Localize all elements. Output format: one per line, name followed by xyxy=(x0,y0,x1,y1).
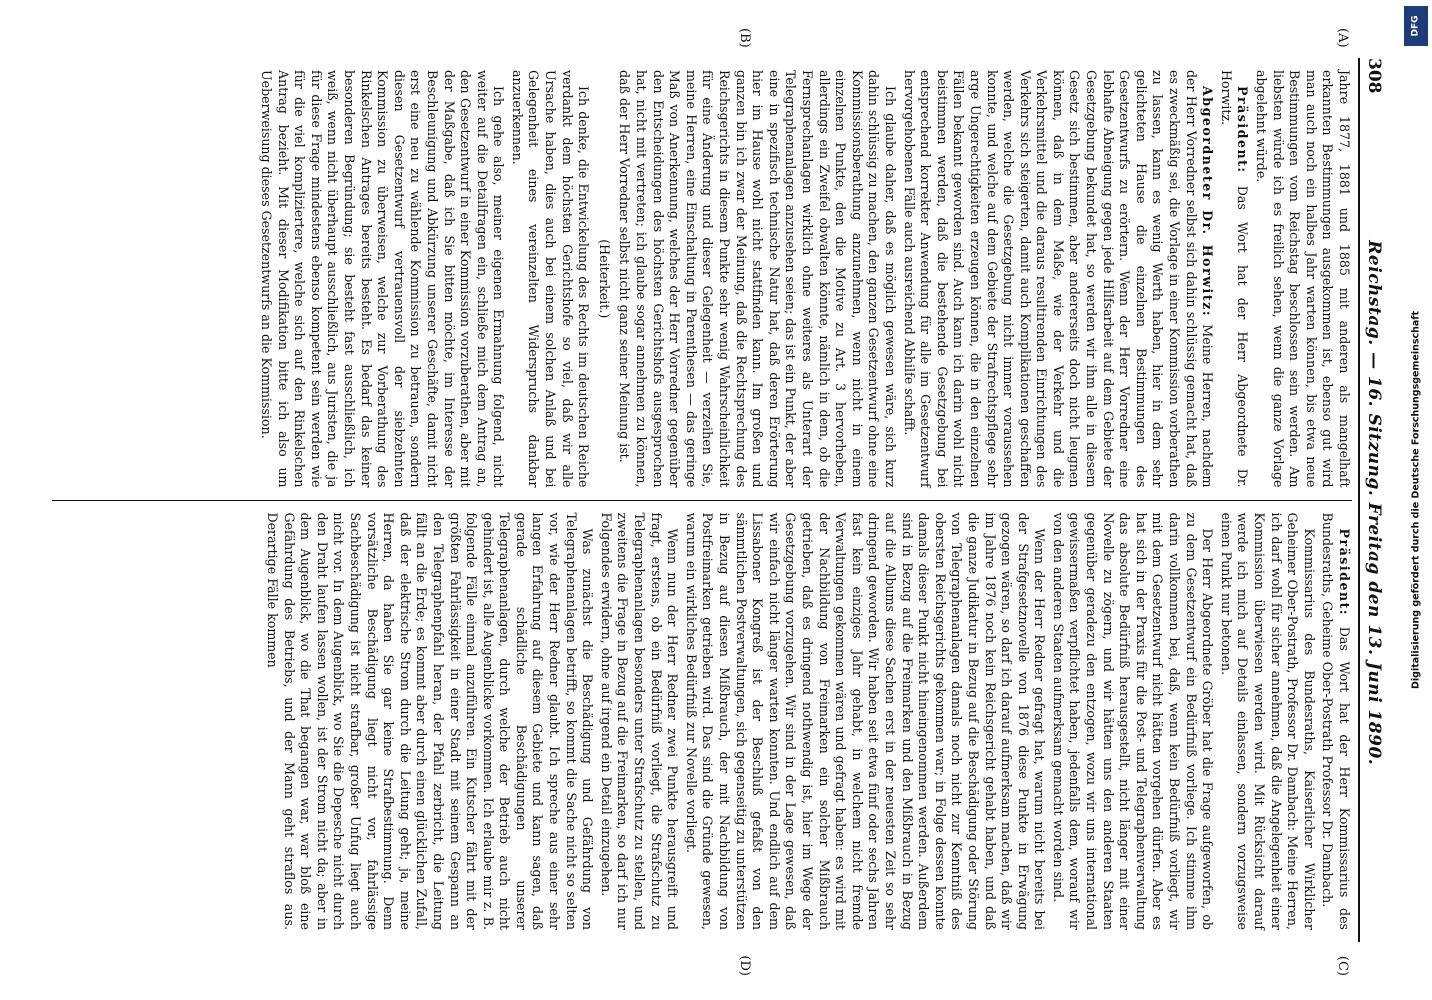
margin-marker-a: (A) xyxy=(1335,28,1350,48)
document-page xyxy=(36,18,1396,982)
margin-marker-c: (C) xyxy=(1335,955,1350,976)
paragraph: Der Herr Abgeordnete Gröber hat die Frage aufgeworfen, ob zu dem Gesetzentwurf ein Bedürfniß vorliege. Ich stimme ihm darin vollkommen bei, daß, wenn kein Bedürfniß vorliegt, wir mit dem Gesetzentwurf nicht hätten vorgehen dürfen. Aber es hat sich in der Praxis für die Post- und Telegraphenverwaltung das absolute Bedürfniß herausgestellt, nicht länger mit einer Novelle zu zögern, und wir hätten uns den anderen Staaten gegenüber geradezu den entzogen, wozu wir uns international gewissermaßen verpflichtet haben, jedenfalls dem, worauf wir von den anderen Staaten aufmerksam gemacht worden sind. xyxy=(1050,512,1216,930)
page-title: Reichstag. — 16. Sitzung. Freitag den 13. Juni 1890. xyxy=(1364,240,1384,766)
speaker-label: Präsident: xyxy=(1337,528,1352,617)
dfg-logo-text: DFG xyxy=(1410,15,1421,37)
page-number: 308 xyxy=(1364,58,1384,94)
text-columns xyxy=(52,28,1352,976)
paragraph xyxy=(900,70,1215,488)
paragraph: Ich denke, die Entwickelung des Rechts im deutschen Reiche verdankt dem höchsten Gerichtshofe so viel, daß wir alle Ursache haben, dies auch bei einem solchen Anlaß und bei Gelegenheit eines vereinzelten Widerspruchs dankbar anzuerkennen. xyxy=(509,70,592,488)
paragraph: Ich gehe also, meiner eigenen Ermahnung folgend, nicht weiter auf die Detailfragen ein, schließe mich dem Antrag an, den Gesetzentwurf in einer Kommission vorzuberathen, aber mit der Maßgabe, daß ich Sie bitten möchte, im Interesse der Beschleunigung und Abkürzung unserer Geschäfte, damit nicht erst eine neu zu wählende Kommission zu betrauen, sondern diesen Gesetzentwurf vertrauensvoll der siebzehnten Kommission zu überweisen, welche zur Vorberathung des Rinkelschen Antrages bereits besteht. Es bedarf das keiner besonderen Begründung; sie besteht fast ausschließlich, ich weiß, wenn nicht überhaupt ausschließlich, aus Juristen, die ja für diese Frage mindestens ebenso kompetent sein werden wie für die viel kompliziertere, welche sich auf den Rinkelschen Antrag bezieht. Mit dieser Modifikation bitte ich also um Ueberweisung dieses Gesetzentwurfs an die Kommission. xyxy=(259,70,507,488)
right-column xyxy=(52,501,1352,976)
paragraph-text: Das Wort hat der Herr Kommissarius des Bundesraths, Geheime Ober-Postrath Professor Dr. Dambach. xyxy=(1320,512,1352,930)
paragraph xyxy=(1217,70,1250,488)
paragraph: Wenn nun der Herr Redner zwei Punkte herausgreift und fragt, erstens, ob ein Bedürfniß vorliegt, die Strafschutz zu Telegraphenanlagen besonders unter Strafschutz zu stellen, und zweitens die Frage in Bezug auf die Freimarken, so darf ich nur Folgendes erwidern, ohne auf irgend ein Detail einzugehen. xyxy=(598,512,681,930)
speaker-label: Präsident: xyxy=(1235,86,1251,174)
paragraph-text: Meine Herren, nachdem der Herr Vorredner selbst sich dahin schlüssig gemacht hat, daß es zweckmäßig sei, die Vorlage in einer Kommission vorberathen zu lassen, kann es wenig Werth haben, hier in dem sehr gelichteten Hause die einzelnen Bestimmungen des Gesetzentwurfs zu erörtern. Wenn der Herr Vorredner eine lebhafte Abneigung gegen jede Hilfsarbeit auf dem Gebiete der Gesetzgebung bekundet hat, so werden wir ihm alle in diesem Gesetz sich bestimmen, aber andererseits doch nicht leugnen können, daß in dem Maße, wie der Verkehr und die Verkehrsmittel und die daraus resultirenden Einrichtungen des Verkehrs sich steigerten, damit auch Komplikationen geschaffen werden, welche die Gesetzgebung nicht immer voraussehen konnte, und welche auf dem Gebiete der Strafrechtspflege sehr arge Ungerechtigkeiten erzeugen können, die in den einzelnen Fällen bekannt geworden sind. Auch kann ich darin wohl nicht beistimmen werden, daß die bestehende Gesetzgebung bei entsprechend korrekter Anwendung für alle im Gesetzentwurf hervorgehobenen Fälle auch ausreichend Abhilfe schafft. xyxy=(901,70,1216,488)
paragraph: Ich glaube daher, daß es möglich gewesen wäre, sich kurz dahin schlüssig zu machen, den ganzen Gesetzentwurf ohne eine Kommissionsberathung anzunehmen, wenn nicht in einem einzelnen Punkte, den die Motive zu Art. 3 hervorheben, allerdings ein Zweifel obwalten könnte, nämlich in dem, ob die Fernsprechanlagen wirklich ohne weiteres als Unterart der Telegraphenanlagen anzusehen seien; das ist ein Punkt, der aber eine in spezifisch technische Natur hat, daß deren Erörterung hier im Hause wohl nicht stattfinden kann. Im großen und ganzen bin ich zwar der Meinung, daß die Rechtsprechung des Reichsgerichts in diesem Punkte sehr wenig Wahrscheinlichkeit für eine Änderung und dieser Gelegenheit — verzeihen Sie, meine Herren, eine Einschaltung in Parenthesen — das geringe Maß von Anerkennung, welches der Herr Vorredner gegenüber den Entscheidungen des höchsten Gerichtshofs ausgesprochen hat, nicht mit vertreten; ich glaube sogar annehmen zu können, daß der Herr Vorredner selbst nicht ganz seiner Meinung ist. xyxy=(617,70,898,488)
paragraph: Jahre 1877, 1881 und 1885 mit anderen als mangelhaft erkannten Bestimmungen ausgekommen ist, ebenso gut wird man auch noch ein halbes Jahr warten können, bis etwa neue Bestimmungen vom Reichstag beschlossen sein werden. Am liebsten würde ich es freilich sehen, wenn die ganze Vorlage abgelehnt würde. xyxy=(1254,70,1352,488)
digitization-credit: Digitalisierung gefördert durch die Deutsche Forschungsgemeinschaft xyxy=(1410,311,1422,689)
paragraph: Kommissarius des Bundesraths, Kaiserlicher Wirklicher Geheimer Ober-Postrath, Professor Dr. Dambach: Meine Herren, ich darf wohl für sicher annehmen, daß die Angelegenheit einer Kommission überwiesen werden wird. Mit Rücksicht darauf werde ich mich auf Details einlassen, sondern vorzugsweise einen Punkt nur betonen. xyxy=(1218,512,1317,930)
dfg-logo xyxy=(1404,6,1428,46)
paragraph: Wenn der Herr Redner gefragt hat, warum nicht bereits bei der Strafgesetznovelle von 1876 diese Punkte in Erwägung gezogen wären, so darf ich darauf aufmerksam machen, daß wir im Jahre 1876 noch kein Reichsgericht gehabt haben, und daß die ganze Judikatur in Bezug auf die Beschädigung oder Störung von Telegraphenanlagen damals noch nicht zur Kenntniß des obersten Reichsgerichts gekommen war; in Folge dessen konnte damals dieser Punkt nicht hineingenommen werden. Außerdem sind in Bezug auf die Freimarken und den Mißbrauch in Bezug auf die Albums diese Sachen erst in der neuesten Zeit so sehr dringend geworden. Wir haben seit etwa fünf oder sechs Jahren fast kein einziges Jahr gehabt, in welchem nicht fremde Verwaltungen gekommen wären und gefragt haben: es wird mit der Nachbildung von Freimarken ein solcher Mißbrauch getrieben, daß es dringend nothwendig ist, hier im Wege der Gesetzgebung vorzugehen. Wir sind in der Lage gewesen, daß wir einfach nicht länger warten konnten. Und endlich auf dem Lissaboner Kongreß ist der Beschluß gefaßt von den sämmtlichen Postverwaltungen, sich gegenseitig zu unterstützen in Bezug auf diesen Mißbrauch, der mit Nachbildung von Postfreimarken getrieben wird. Das sind die Gründe gewesen, warum ein wirkliches Bedürfniß zur Novelle vorliegt. xyxy=(683,512,1048,930)
left-column xyxy=(52,28,1352,501)
paragraph-text: Das Wort hat der Herr Abgeordnete Dr. Horwitz. xyxy=(1218,70,1251,488)
paragraph: Was zunächst die Beschädigung und Gefährdung von Telegraphenanlagen betrifft, so kommt die Sache nicht so selten vor, wie der Herr Redner glaubt. Ich spreche aus einer sehr langen Erfahrung auf diesem Gebiete und kann sagen, daß gerade schädliche Beschädigungen unserer Telegraphenanlagen, durch welche der Betrieb auch nicht gehindert ist, alle Augenblicke vorkommen. Ich erlaube mir z. B. folgende Fälle einmal anzuführen. Ein Kutscher fährt mit der größten Fahrlässigkeit in einer Stadt mit seinem Gespann an den Telegraphenpfahl heran, der Pfahl zerbricht, die Leitung fällt an die Erde; es kommt aber durch einen glücklichen Zufall, daß der elektrische Strom durch die Leitung geht; ja, meine Herren, da haben Sie gar keine Strafbestimmung. Denn vorsätzliche Beschädigung liegt nicht vor, fahrlässige Sachbeschädigung ist nicht strafbar, großer Unfug liegt auch nicht vor. In dem Augenblick, wo Sie die Depesche nicht durch den Draht laufen lassen wollen, ist der Strom nicht da; aber in dem Augenblick, wo die That begangen war, war bloß eine Gefährdung des Betriebs, und der Mann geht straflos aus. Derartige Fälle kommen xyxy=(265,512,596,930)
page-header xyxy=(1358,58,1388,942)
interjection: (Heiterkeit.) xyxy=(596,239,612,319)
margin-marker-d: (D) xyxy=(737,955,752,976)
speaker-label: Abgeordneter Dr. Horwitz: xyxy=(1200,86,1216,317)
margin-marker-b: (B) xyxy=(737,28,752,48)
paragraph xyxy=(1319,513,1352,931)
